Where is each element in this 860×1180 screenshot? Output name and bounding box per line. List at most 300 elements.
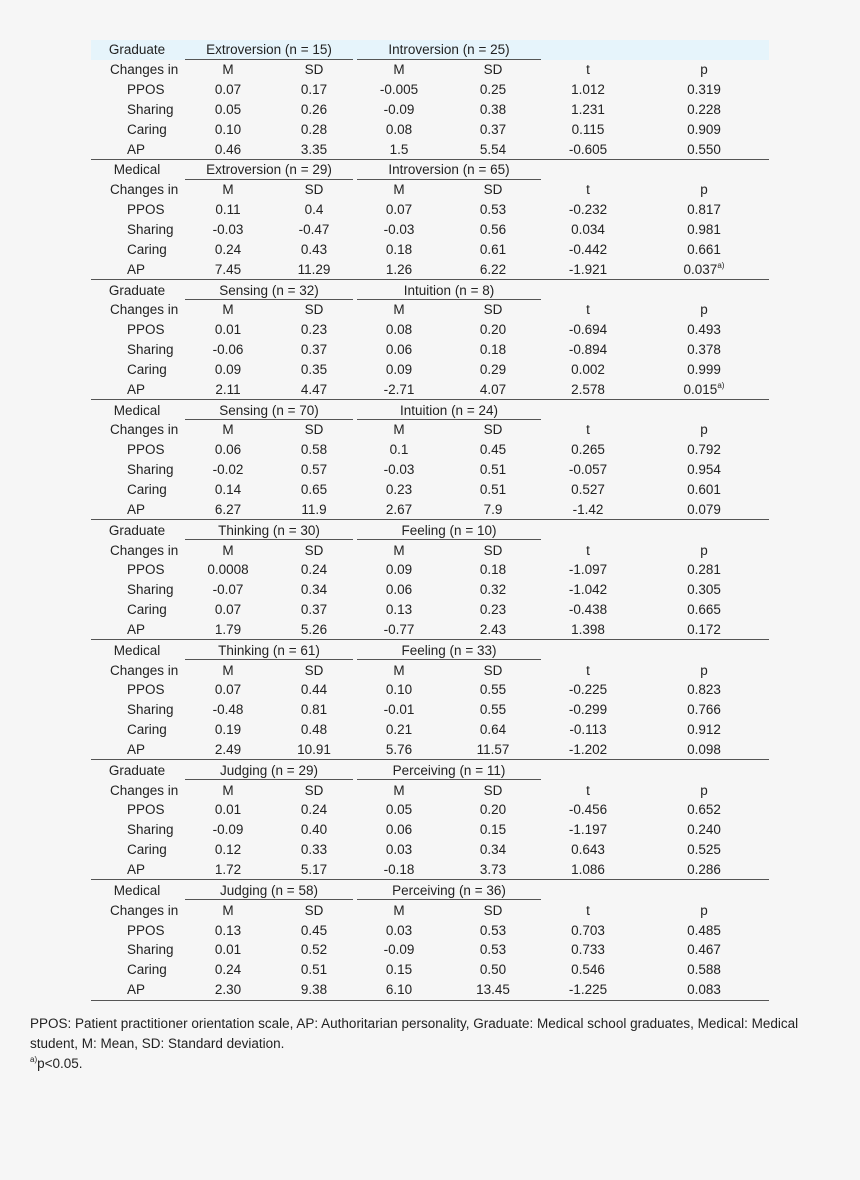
- cell-value: [273, 139, 355, 159]
- column-header-m: M: [393, 62, 405, 78]
- cell-value: [183, 139, 273, 159]
- cell-text: 11.29: [297, 261, 331, 277]
- cell-text: 0.17: [300, 82, 328, 98]
- statistics-table: [91, 40, 769, 1001]
- cell-text: 0.21: [385, 722, 413, 738]
- cell-text: 0.588: [687, 962, 721, 978]
- column-header-sd: SD: [304, 422, 324, 438]
- cell-text: 0.661: [687, 241, 721, 257]
- group-header-row: [91, 160, 769, 180]
- cell-value: [633, 800, 769, 820]
- group-name: Medical: [91, 880, 183, 900]
- cell-text: 0.01: [214, 322, 242, 338]
- table-row: [91, 239, 769, 259]
- cell-text: 7.9: [483, 501, 503, 517]
- table-row: [91, 920, 769, 940]
- row-variable-label: Sharing: [127, 101, 174, 117]
- cell-text: 0.20: [479, 322, 507, 338]
- cell-value: [355, 980, 443, 1000]
- cell-text: 7.45: [214, 261, 242, 277]
- cell-value: [355, 440, 443, 460]
- cell-value: [355, 119, 443, 139]
- row-variable-label: Caring: [127, 842, 167, 858]
- table-row: [91, 560, 769, 580]
- cell-value: [355, 600, 443, 620]
- cell-text: 13.45: [476, 982, 510, 998]
- cell-value: [543, 139, 633, 159]
- cell-value: [355, 960, 443, 980]
- cell-value: [273, 680, 355, 700]
- column-header-m: M: [393, 422, 405, 438]
- cell-value: [355, 320, 443, 340]
- cell-text: 0.954: [687, 462, 721, 478]
- cell-value: [355, 560, 443, 580]
- column-header-row: [91, 780, 769, 800]
- cell-text: 0.05: [385, 802, 413, 818]
- cell-value: [443, 560, 543, 580]
- group-header-row: [91, 40, 769, 60]
- cell-text: -1.197: [568, 822, 608, 838]
- cell-value: [543, 720, 633, 740]
- cell-value: [633, 560, 769, 580]
- cell-value: [543, 619, 633, 639]
- cell-value: [543, 440, 633, 460]
- cell-text: -0.09: [383, 101, 415, 117]
- cell-text: 0.305: [687, 582, 721, 598]
- cell-value: [273, 960, 355, 980]
- table-row: [91, 619, 769, 639]
- cell-value: [633, 460, 769, 480]
- cell-text: -0.232: [568, 202, 608, 218]
- group-name: Medical: [91, 160, 183, 180]
- cell-text: 0.13: [214, 922, 242, 938]
- cell-text: 9.38: [300, 982, 328, 998]
- row-variable-label: AP: [127, 621, 146, 637]
- cell-value: [355, 499, 443, 519]
- cell-value: [355, 220, 443, 240]
- cell-value: [355, 360, 443, 380]
- cell-value: [183, 600, 273, 620]
- table-row: [91, 680, 769, 700]
- column-header-p: p: [700, 542, 708, 558]
- column-header-changes_in: Changes in: [110, 422, 179, 438]
- cell-text: 0.378: [687, 342, 721, 358]
- column-header-sd: SD: [483, 542, 503, 558]
- type-label-1-text: Extroversion (n = 15): [206, 42, 332, 58]
- type-label-1-underline: [185, 419, 353, 420]
- group-row-blank: [543, 520, 769, 540]
- group-row-blank: [543, 760, 769, 780]
- cell-value: [443, 239, 543, 259]
- column-header-m: M: [222, 422, 234, 438]
- type-label-1-underline: [185, 539, 353, 540]
- cell-text: 0.12: [214, 842, 242, 858]
- column-header-sd: SD: [304, 302, 324, 318]
- type-label-1-underline: [185, 899, 353, 900]
- cell-text: 0.09: [385, 562, 413, 578]
- row-variable-label: Sharing: [127, 222, 174, 238]
- cell-value: [543, 379, 633, 399]
- cell-value: [355, 200, 443, 220]
- column-header-sd: SD: [483, 422, 503, 438]
- cell-text: 0.4: [304, 202, 324, 218]
- cell-value: [543, 499, 633, 519]
- group-row-blank: [543, 40, 769, 60]
- cell-value: [273, 239, 355, 259]
- column-header-m: M: [222, 542, 234, 558]
- cell-text: 0.550: [687, 141, 721, 157]
- group-name: Medical: [91, 400, 183, 420]
- column-header-changes_in: Changes in: [110, 902, 179, 918]
- group-header-row: [91, 400, 769, 420]
- type-label-2-underline: [357, 419, 541, 420]
- cell-text: 0.55: [479, 702, 507, 718]
- cell-value: [273, 740, 355, 760]
- cell-text: 2.578: [571, 381, 605, 397]
- cell-text: 0.05: [214, 101, 242, 117]
- cell-text: -1.225: [568, 982, 608, 998]
- cell-value: [443, 360, 543, 380]
- cell-text: -1.042: [568, 582, 608, 598]
- cell-value: [355, 340, 443, 360]
- column-header-t: t: [586, 542, 590, 558]
- cell-text: 0.24: [300, 802, 328, 818]
- type-label-1: [183, 880, 355, 900]
- cell-value: [543, 80, 633, 100]
- cell-value: [355, 840, 443, 860]
- cell-value: [543, 100, 633, 120]
- cell-text: 0.07: [385, 202, 413, 218]
- type-label-2-underline: [357, 179, 541, 180]
- cell-value: [443, 259, 543, 279]
- column-header-p: p: [700, 302, 708, 318]
- cell-value: [543, 680, 633, 700]
- column-header-p: p: [700, 62, 708, 78]
- cell-value: [543, 940, 633, 960]
- cell-value: [273, 119, 355, 139]
- group-header-row: [91, 520, 769, 540]
- cell-value: [443, 720, 543, 740]
- type-label-1-underline: [185, 659, 353, 660]
- cell-text: -0.77: [383, 621, 415, 637]
- cell-value: [183, 340, 273, 360]
- cell-value: [355, 379, 443, 399]
- cell-text: 0.07: [214, 602, 242, 618]
- cell-value: [183, 460, 273, 480]
- cell-text: 0.15: [385, 962, 413, 978]
- cell-value: [183, 720, 273, 740]
- cell-text: -0.605: [568, 141, 608, 157]
- column-header-m: M: [393, 662, 405, 678]
- cell-value: [443, 340, 543, 360]
- cell-value: [443, 320, 543, 340]
- cell-value: [633, 740, 769, 760]
- cell-value: [633, 340, 769, 360]
- cell-value: [183, 100, 273, 120]
- cell-value: [443, 220, 543, 240]
- cell-text: 0.18: [479, 562, 507, 578]
- cell-text: 0.55: [479, 682, 507, 698]
- cell-text: 0.11: [215, 202, 241, 218]
- type-label-1-text: Judging (n = 58): [220, 882, 318, 898]
- cell-value: [443, 379, 543, 399]
- cell-value: [273, 259, 355, 279]
- cell-text: 1.5: [389, 141, 409, 157]
- table-row: [91, 960, 769, 980]
- row-variable-label: PPOS: [127, 442, 165, 458]
- column-header-m: M: [222, 302, 234, 318]
- cell-text: 0.09: [385, 361, 413, 377]
- cell-text: 0.643: [571, 842, 605, 858]
- group-header-row: [91, 880, 769, 900]
- type-label-1: [183, 400, 355, 420]
- cell-text: -1.202: [568, 741, 608, 757]
- cell-value: [543, 800, 633, 820]
- column-header-p: p: [700, 422, 708, 438]
- row-variable-label: AP: [127, 862, 146, 878]
- group-name: Graduate: [91, 520, 183, 540]
- table-row: [91, 100, 769, 120]
- cell-value: [543, 820, 633, 840]
- cell-text: 2.30: [214, 982, 242, 998]
- group-header-row: [91, 760, 769, 780]
- cell-value: [543, 200, 633, 220]
- table-row: [91, 460, 769, 480]
- cell-value: [443, 820, 543, 840]
- cell-text: 1.231: [571, 101, 605, 117]
- row-variable-label: Caring: [127, 481, 167, 497]
- column-header-sd: SD: [304, 62, 324, 78]
- table-row: [91, 360, 769, 380]
- cell-value: [355, 100, 443, 120]
- cell-text: 0.01: [214, 942, 242, 958]
- group-name: Graduate: [91, 760, 183, 780]
- group-row-blank: [543, 880, 769, 900]
- table-footnotes: [30, 1014, 840, 1074]
- row-variable-label: Sharing: [127, 942, 174, 958]
- cell-value: [355, 820, 443, 840]
- cell-value: [183, 499, 273, 519]
- cell-text: 0.286: [687, 862, 721, 878]
- type-label-1: [183, 40, 355, 60]
- group-row-blank: [543, 400, 769, 420]
- cell-value: [273, 80, 355, 100]
- cell-text: 0.03: [385, 922, 413, 938]
- cell-text: 2.11: [215, 381, 241, 397]
- cell-value: [183, 860, 273, 880]
- cell-text: -1.42: [572, 501, 604, 517]
- cell-text: 0.43: [300, 241, 328, 257]
- cell-text: 0.034: [571, 222, 605, 238]
- cell-value: [183, 740, 273, 760]
- cell-value: [183, 920, 273, 940]
- cell-value: [183, 119, 273, 139]
- column-header-changes_in: Changes in: [110, 302, 179, 318]
- row-variable-label: PPOS: [127, 202, 165, 218]
- row-variable-label: AP: [127, 141, 146, 157]
- cell-text: 0.50: [479, 962, 507, 978]
- type-label-1-underline: [185, 59, 353, 60]
- cell-value: [183, 440, 273, 460]
- cell-value: [543, 980, 633, 1000]
- cell-value: [183, 820, 273, 840]
- cell-text: 4.07: [479, 381, 507, 397]
- cell-text: -0.47: [298, 222, 330, 238]
- cell-value: [443, 840, 543, 860]
- type-label-2-text: Intuition (n = 8): [403, 282, 495, 298]
- cell-text: 0.53: [479, 202, 507, 218]
- type-label-1-text: Sensing (n = 70): [219, 402, 319, 418]
- cell-value: [543, 960, 633, 980]
- table-row: [91, 220, 769, 240]
- cell-value: [183, 840, 273, 860]
- cell-value: [355, 940, 443, 960]
- type-label-2-underline: [357, 659, 541, 660]
- cell-text: -0.02: [212, 462, 244, 478]
- cell-text: 2.43: [479, 621, 507, 637]
- column-header-row: [91, 540, 769, 560]
- cell-value: [183, 560, 273, 580]
- cell-text: 0.10: [385, 682, 413, 698]
- column-header-sd: SD: [483, 902, 503, 918]
- column-header-sd: SD: [483, 782, 503, 798]
- row-variable-label: Caring: [127, 241, 167, 257]
- cell-value: [543, 740, 633, 760]
- row-variable-label: AP: [91, 980, 183, 1000]
- cell-text: 3.35: [300, 141, 328, 157]
- cell-text: 0.53: [479, 942, 507, 958]
- cell-text: 0.03: [385, 842, 413, 858]
- cell-value: [273, 360, 355, 380]
- cell-text: 0.06: [385, 342, 413, 358]
- column-header-sd: SD: [304, 182, 324, 198]
- column-header-sd: SD: [304, 542, 324, 558]
- cell-text: 0.06: [214, 442, 242, 458]
- row-variable-label: PPOS: [127, 562, 165, 578]
- column-header-changes_in: Changes in: [110, 662, 179, 678]
- cell-text: 5.17: [300, 862, 328, 878]
- cell-text: 0.28: [300, 121, 328, 137]
- cell-text: 0.24: [300, 562, 328, 578]
- type-label-2-text: Introversion (n = 25): [388, 42, 510, 58]
- cell-value: [355, 259, 443, 279]
- column-header-p: p: [700, 182, 708, 198]
- cell-value: [273, 800, 355, 820]
- cell-value: [273, 320, 355, 340]
- type-label-2: [355, 760, 543, 780]
- cell-text: 3.73: [479, 862, 507, 878]
- cell-value: [633, 379, 769, 399]
- cell-text: 0.0008: [207, 562, 249, 578]
- type-label-1-underline: [185, 179, 353, 180]
- row-variable-label: AP: [127, 381, 146, 397]
- cell-text: 0.23: [479, 602, 507, 618]
- type-label-1-underline: [185, 299, 353, 300]
- cell-text: 0.527: [571, 481, 605, 497]
- cell-text: 0.53: [479, 922, 507, 938]
- cell-text: 0.18: [479, 342, 507, 358]
- cell-value: [273, 720, 355, 740]
- cell-value: [633, 720, 769, 740]
- cell-value: [443, 700, 543, 720]
- type-label-2: [355, 520, 543, 540]
- cell-value: [183, 259, 273, 279]
- cell-text: 0.51: [479, 462, 507, 478]
- table-row: [91, 480, 769, 500]
- type-label-2-text: Feeling (n = 33): [401, 642, 497, 658]
- table-row: [91, 940, 769, 960]
- type-label-2: [355, 280, 543, 300]
- type-label-2: [355, 160, 543, 180]
- cell-text: 2.49: [214, 741, 242, 757]
- type-label-1: [183, 760, 355, 780]
- type-label-2-underline: [357, 539, 541, 540]
- cell-text: 0.319: [687, 82, 721, 98]
- row-variable-label: Caring: [127, 602, 167, 618]
- cell-text: 0.01: [214, 802, 242, 818]
- cell-value: [273, 940, 355, 960]
- cell-text: 0.06: [385, 822, 413, 838]
- cell-value: [273, 619, 355, 639]
- type-label-2: [355, 880, 543, 900]
- group-row-blank: [543, 280, 769, 300]
- cell-value: [183, 619, 273, 639]
- cell-text: -0.438: [568, 602, 608, 618]
- row-variable-label: AP: [127, 501, 146, 517]
- type-label-1-text: Thinking (n = 30): [218, 522, 320, 538]
- row-variable-label: PPOS: [127, 802, 165, 818]
- cell-value: [543, 239, 633, 259]
- cell-value: [183, 80, 273, 100]
- cell-text: -1.097: [568, 562, 608, 578]
- cell-value: [633, 139, 769, 159]
- table-row: [91, 259, 769, 279]
- cell-text: -0.225: [568, 682, 608, 698]
- cell-text: 0.64: [479, 722, 507, 738]
- cell-text: 0.098: [687, 741, 721, 757]
- table-row: [91, 320, 769, 340]
- group-header-row: [91, 280, 769, 300]
- cell-text: 0.48: [300, 722, 328, 738]
- cell-value: [443, 800, 543, 820]
- cell-value: [633, 680, 769, 700]
- cell-text: 0.13: [385, 602, 413, 618]
- cell-text: 0.909: [687, 121, 721, 137]
- cell-value: [443, 460, 543, 480]
- cell-text: -0.09: [383, 942, 415, 958]
- cell-text: -1.921: [568, 261, 608, 277]
- cell-value: [633, 619, 769, 639]
- cell-value: [273, 220, 355, 240]
- cell-value: [543, 360, 633, 380]
- cell-text: 0.26: [300, 101, 328, 117]
- type-label-1-text: Judging (n = 29): [220, 762, 318, 778]
- cell-value: [443, 580, 543, 600]
- cell-value: [355, 139, 443, 159]
- type-label-2-text: Perceiving (n = 11): [392, 762, 506, 778]
- cell-value: [633, 440, 769, 460]
- cell-text: 0.652: [687, 802, 721, 818]
- cell-text: 4.47: [300, 381, 328, 397]
- cell-text: 11.57: [476, 741, 510, 757]
- cell-value: [183, 700, 273, 720]
- column-header-sd: SD: [304, 662, 324, 678]
- cell-value: [443, 740, 543, 760]
- cell-value: [543, 460, 633, 480]
- cell-value: [443, 680, 543, 700]
- cell-value: [633, 119, 769, 139]
- row-variable-label: PPOS: [127, 82, 165, 98]
